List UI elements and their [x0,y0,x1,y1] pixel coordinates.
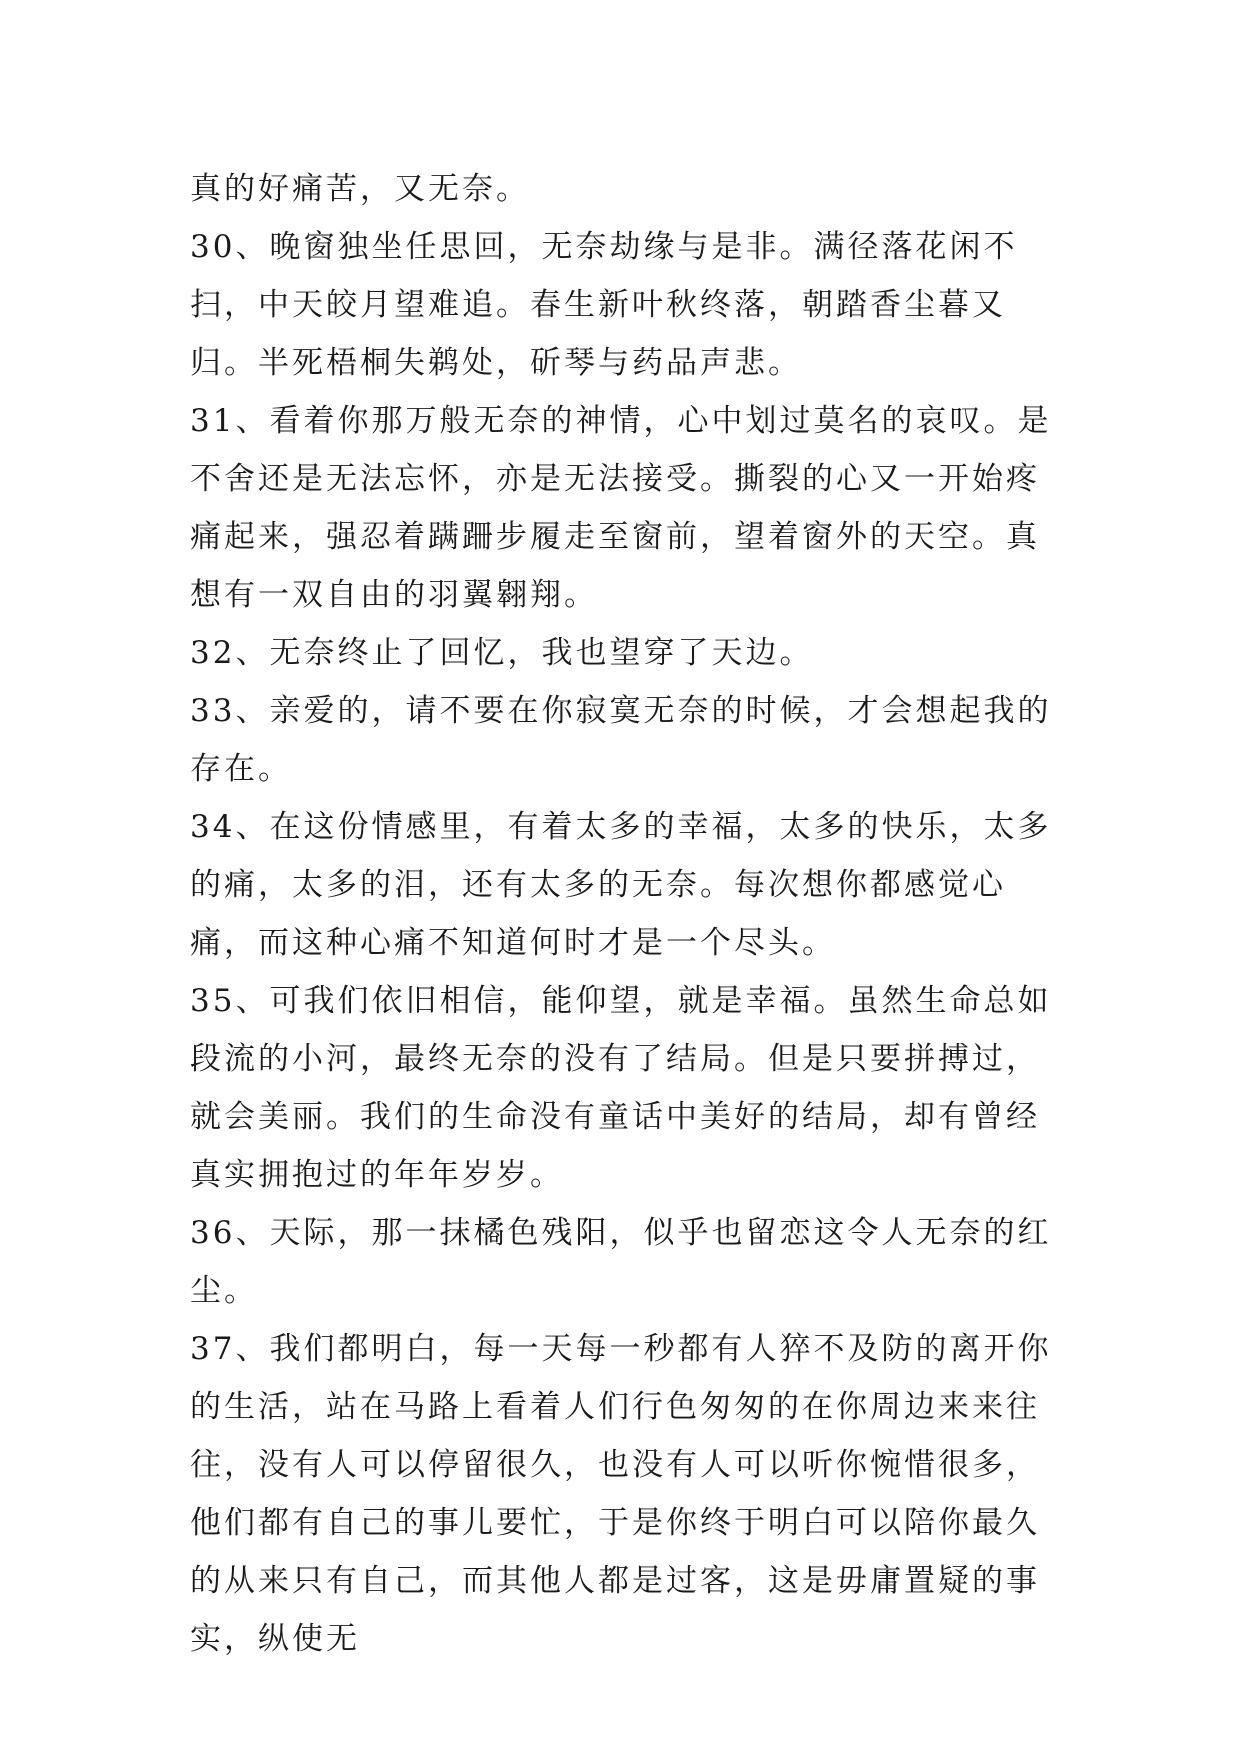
paragraph-30: 30、晚窗独坐任思回，无奈劫缘与是非。满径落花闲不扫，中天皎月望难追。春生新叶秋终落，朝踏香尘暮又归。半死梧桐失鹈处，斫琴与药品声悲。 [190,229,1018,381]
paragraph-35: 35、可我们依旧相信，能仰望，就是幸福。虽然生命总如段流的小河，最终无奈的没有了结局。但是只要拼搏过，就会美丽。我们的生命没有童话中美好的结局，却有曾经真实拥抱过的年年岁岁。 [190,983,1052,1193]
paragraph-36: 36、天际，那一抹橘色残阳，似乎也留恋这令人无奈的红尘。 [190,1215,1052,1309]
paragraph-33: 33、亲爱的，请不要在你寂寞无奈的时候，才会想起我的存在。 [190,693,1052,787]
paragraph-32: 32、无奈终止了回忆，我也望穿了天边。 [190,635,814,671]
paragraph-34: 34、在这份情感里，有着太多的幸福，太多的快乐，太多的痛，太多的泪，还有太多的无奈。每次想你都感觉心痛，而这种心痛不知道何时才是一个尽头。 [190,809,1052,961]
text-column [190,160,1070,1668]
paragraph-continuation: 真的好痛苦，又无奈。 [190,171,530,207]
paragraph-31: 31、看着你那万般无奈的神情，心中划过莫名的哀叹。是不舍还是无法忘怀，亦是无法接受。撕裂的心又一开始疼痛起来，强忍着蹒跚步履走至窗前，望着窗外的天空。真想有一双自由的羽翼翱翔。 [190,403,1052,613]
paragraph-37: 37、我们都明白，每一天每一秒都有人猝不及防的离开你的生活，站在马路上看着人们行色匆匆的在你周边来来往往，没有人可以停留很久，也没有人可以听你惋惜很多，他们都有自己的事儿要忙，于是你终于明白可以陪你最久的从来只有自己，而其他人都是过客，这是毋庸置疑的事实，纵使无 [190,1331,1052,1657]
